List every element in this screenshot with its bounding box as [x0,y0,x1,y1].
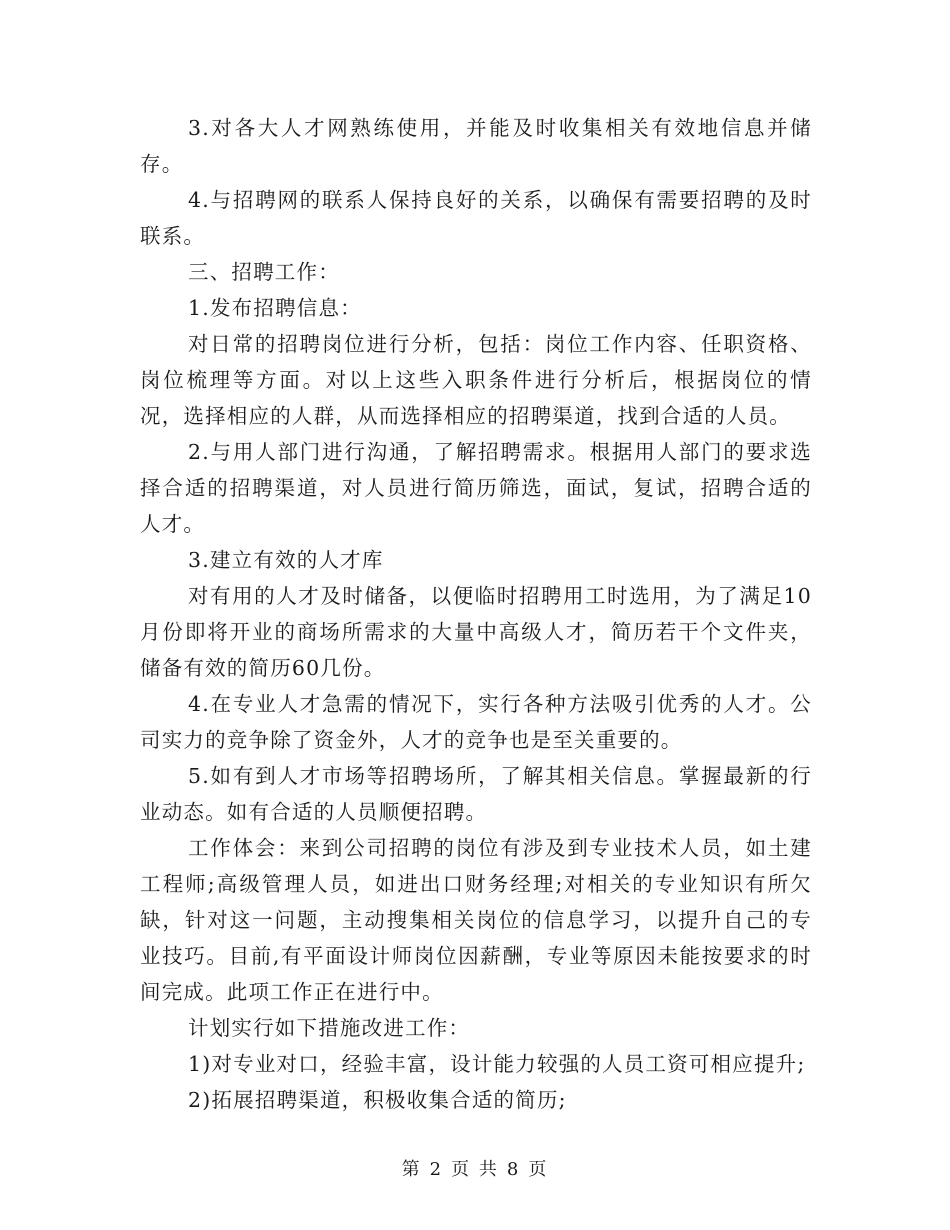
paragraph: 3.对各大人才网熟练使用，并能及时收集相关有效地信息并储存。 [140,116,812,176]
list-item: 1)对专业对口，经验丰富，设计能力较强的人员工资可相应提升; [188,1052,806,1076]
footer-suffix: 页 [528,1159,549,1180]
footer-mid: 页 共 [451,1159,499,1180]
paragraph: 对日常的招聘岗位进行分析，包括：岗位工作内容、任职资格、岗位梳理等方面。对以上这些入职条件进行分析后，根据岗位的情况，选择相应的人群，从而选择相应的招聘渠道，找到合适的人员。 [140,332,812,428]
page-number: 2 [429,1159,444,1180]
subheading: 1.发布招聘信息： [188,296,362,320]
paragraph: 2.与用人部门进行沟通，了解招聘需求。根据用人部门的要求选择合适的招聘渠道，对人员进行简历筛选，面试，复试，招聘合适的人才。 [140,440,812,536]
paragraph: 4.在专业人才急需的情况下，实行各种方法吸引优秀的人才。公司实力的竞争除了资金外，人才的竞争也是至关重要的。 [140,692,812,752]
document-body [140,110,812,1118]
section-heading: 三、招聘工作： [188,260,340,284]
list-item: 2)拓展招聘渠道，积极收集合适的简历; [188,1088,567,1112]
paragraph: 计划实行如下措施改进工作： [188,1016,471,1040]
subheading: 3.建立有效的人才库 [188,548,384,572]
footer-prefix: 第 [401,1159,422,1180]
paragraph: 对有用的人才及时储备，以便临时招聘用工时选用，为了满足10月份即将开业的商场所需求的大量中高级人才，简历若干个文件夹，储备有效的简历60几份。 [140,584,812,680]
total-pages: 8 [506,1159,521,1180]
paragraph: 工作体会：来到公司招聘的岗位有涉及到专业技术人员，如土建工程师;高级管理人员，如进出口财务经理;对相关的专业知识有所欠缺，针对这一问题，主动搜集相关岗位的信息学习，以提升自己的专业技巧。目前,有平面设计师岗位因薪酬，专业等原因未能按要求的时间完成。此项工作正在进行中。 [140,836,812,1004]
paragraph: 4.与招聘网的联系人保持良好的关系，以确保有需要招聘的及时联系。 [140,188,812,248]
paragraph: 5.如有到人才市场等招聘场所，了解其相关信息。掌握最新的行业动态。如有合适的人员顺便招聘。 [140,764,812,824]
page-footer [0,1155,950,1181]
